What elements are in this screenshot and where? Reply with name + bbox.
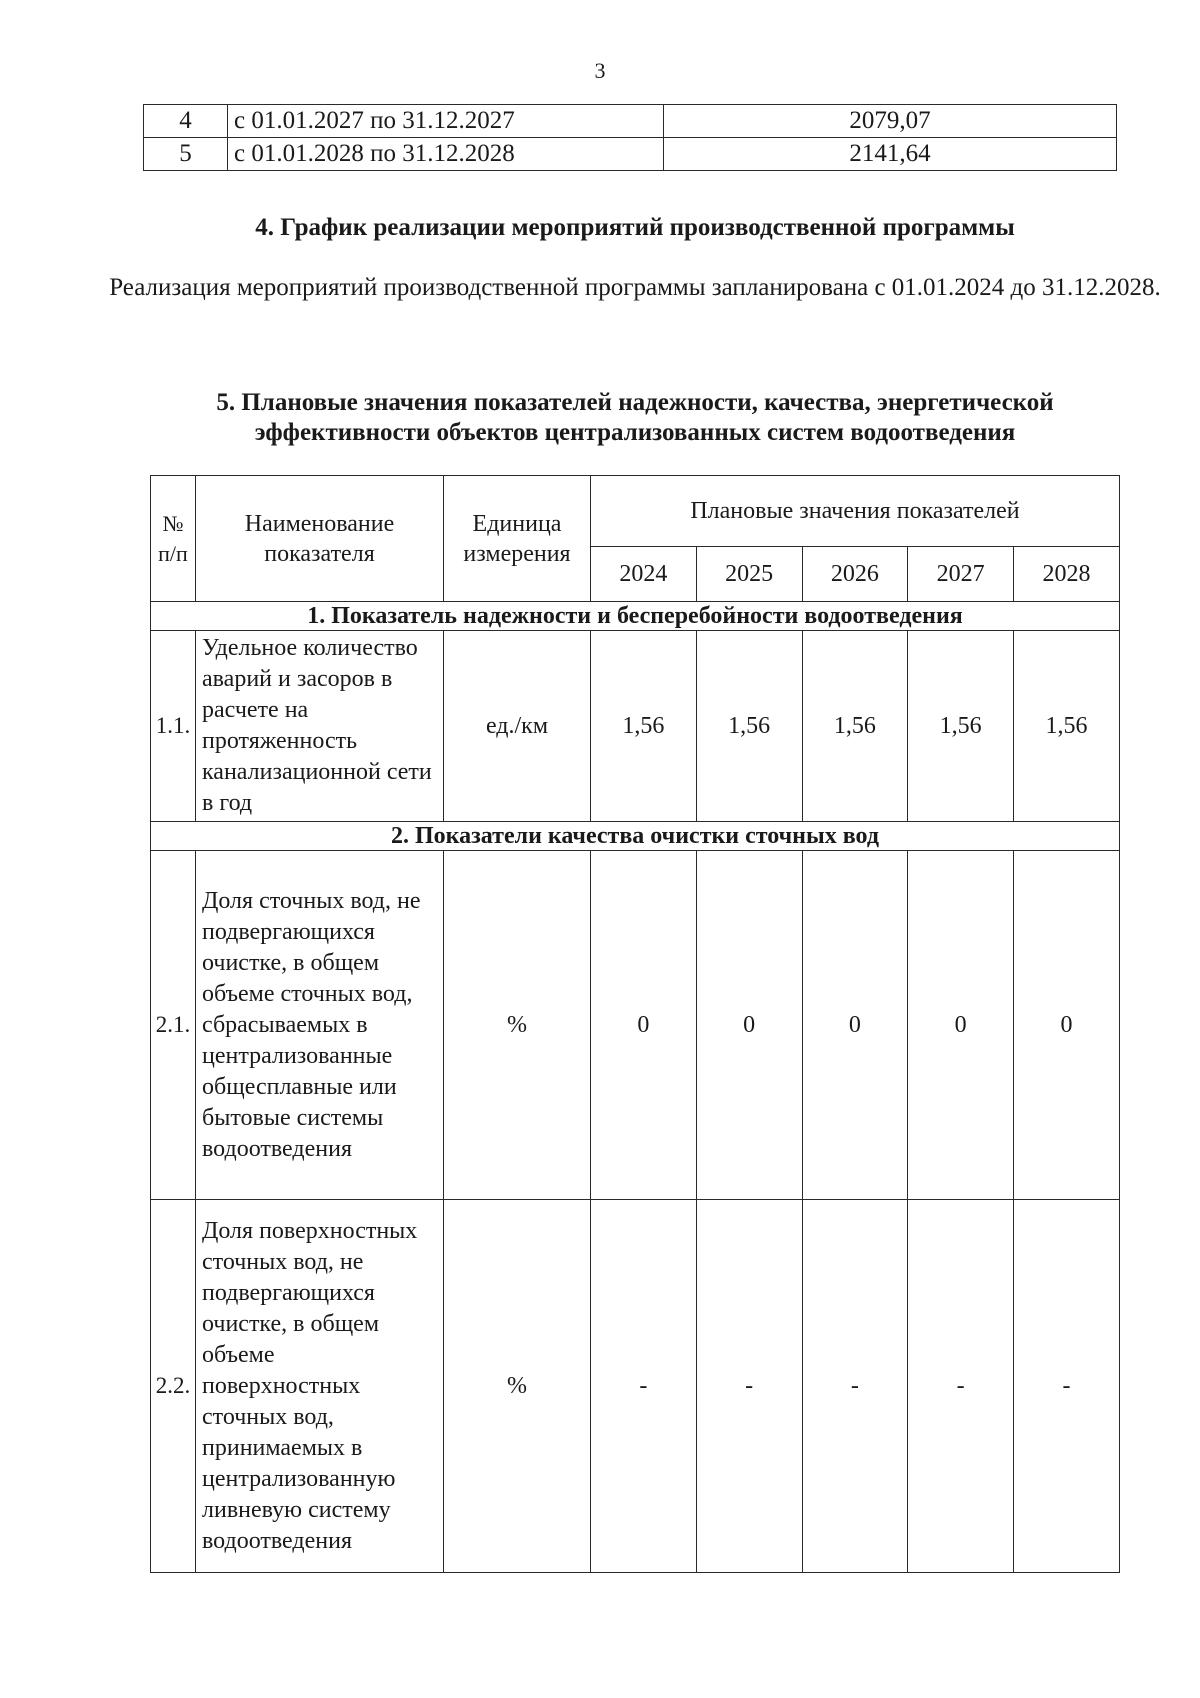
row-number: 5: [144, 138, 228, 171]
row-number: 2.2.: [151, 1200, 196, 1573]
indicator-value: -: [802, 1200, 908, 1573]
header-name: Наименование показателя: [196, 476, 444, 602]
indicator-unit: %: [444, 851, 591, 1200]
header-year: 2026: [802, 547, 908, 602]
table-row: [144, 105, 1117, 138]
indicator-value: 0: [802, 851, 908, 1200]
indicator-value: 0: [908, 851, 1014, 1200]
indicator-unit: %: [444, 1200, 591, 1573]
indicator-value: 1,56: [908, 631, 1014, 822]
section-4-text: Реализация мероприятий производственной программы запланирована с 01.01.2024 до 31.12.2028.: [109, 274, 1161, 301]
indicator-value: 1,56: [802, 631, 908, 822]
indicator-value: -: [908, 1200, 1014, 1573]
table-row: [151, 851, 1120, 1200]
row-number: 2.1.: [151, 851, 196, 1200]
header-num: № п/п: [151, 476, 196, 602]
value-cell: 2141,64: [664, 138, 1117, 171]
indicators-table: [150, 475, 1120, 1573]
indicator-value: 0: [1014, 851, 1120, 1200]
row-number: 4: [144, 105, 228, 138]
header-year: 2027: [908, 547, 1014, 602]
indicator-value: 1,56: [1014, 631, 1120, 822]
page-number: 3: [594, 58, 606, 83]
table-row: [151, 631, 1120, 822]
indicator-value: -: [1014, 1200, 1120, 1573]
row-number: 1.1.: [151, 631, 196, 822]
section-title: 2. Показатели качества очистки сточных вод: [151, 822, 1120, 851]
section-title: 1. Показатель надежности и бесперебойности водоотведения: [151, 602, 1120, 631]
indicator-value: 1,56: [591, 631, 697, 822]
indicator-name: Доля поверхностных сточных вод, не подвергающихся очистке, в общем объеме поверхностных сточных вод, принимаемых в централизованную ливневую систему водоотведения: [196, 1200, 444, 1573]
indicator-name: Доля сточных вод, не подвергающихся очистке, в общем объеме сточных вод, сбрасываемых в централизованные общесплавные или бытовые системы водоотведения: [196, 851, 444, 1200]
section-row: [151, 602, 1120, 631]
indicator-value: -: [591, 1200, 697, 1573]
table-row: [151, 1200, 1120, 1573]
value-cell: 2079,07: [664, 105, 1117, 138]
period-cell: с 01.01.2028 по 31.12.2028: [228, 138, 664, 171]
section-4-heading: 4. График реализации мероприятий производственной программы: [255, 214, 1015, 241]
header-plan: Плановые значения показателей: [591, 476, 1120, 547]
indicator-name: Удельное количество аварий и засоров в расчете на протяженность канализационной сети в год: [196, 631, 444, 822]
header-year: 2025: [696, 547, 802, 602]
indicator-value: 0: [591, 851, 697, 1200]
tariff-table: [143, 104, 1117, 171]
indicator-unit: ед./км: [444, 631, 591, 822]
indicator-value: 0: [696, 851, 802, 1200]
header-year: 2024: [591, 547, 697, 602]
section-row: [151, 822, 1120, 851]
header-row: [151, 476, 1120, 547]
section-5-heading: 5. Плановые значения показателей надежности, качества, энергетической эффективности объектов централизованных систем водоотведения: [216, 389, 1054, 446]
header-unit: Единица измерения: [444, 476, 591, 602]
table-row: [144, 138, 1117, 171]
indicator-value: 1,56: [696, 631, 802, 822]
indicator-value: -: [696, 1200, 802, 1573]
period-cell: с 01.01.2027 по 31.12.2027: [228, 105, 664, 138]
header-year: 2028: [1014, 547, 1120, 602]
